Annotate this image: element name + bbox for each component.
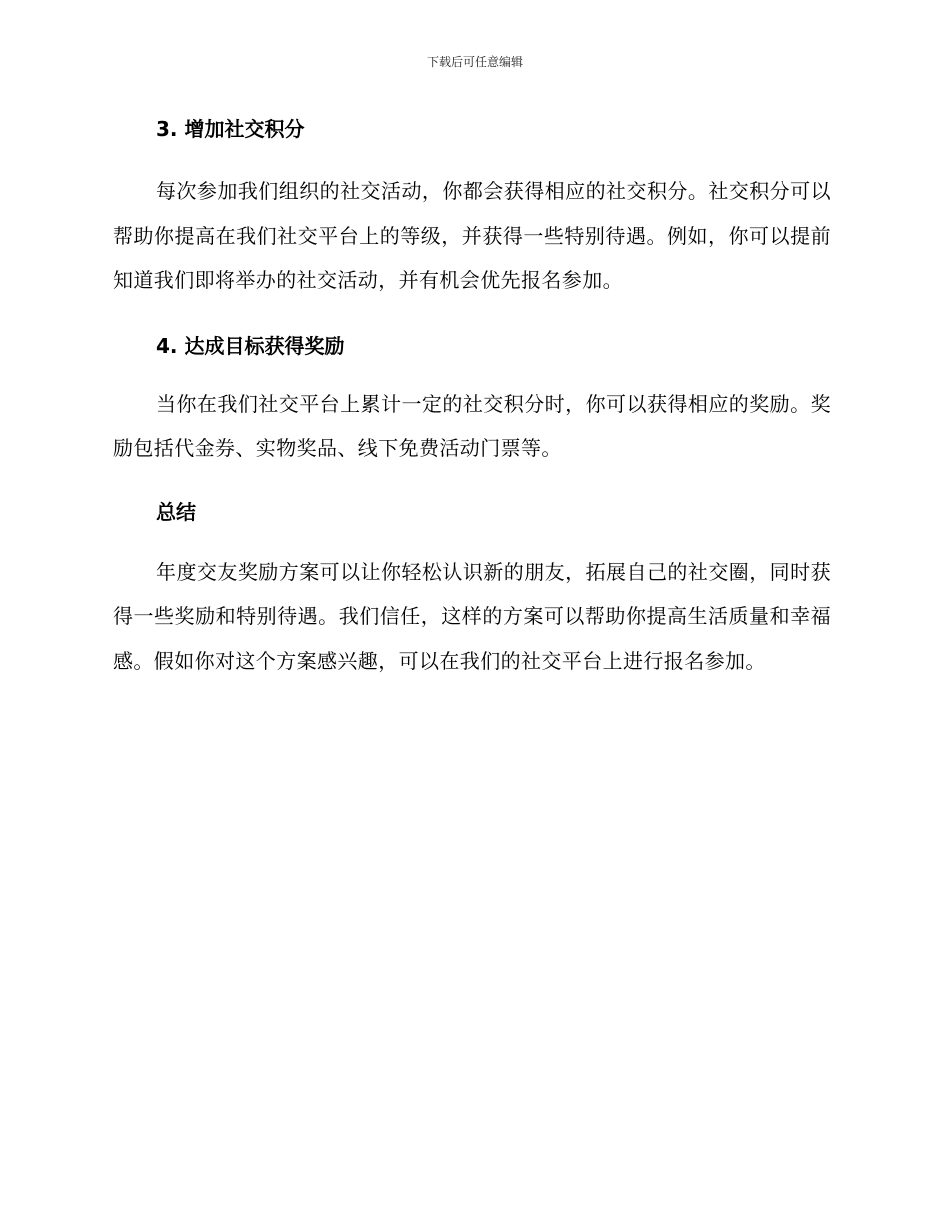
document-body	[113, 112, 831, 683]
summary-paragraph: 年度交友奖励方案可以让你轻松认识新的朋友，拓展自己的社交圈，同时获得一些奖励和特别待遇。我们信任，这样的方案可以帮助你提高生活质量和幸福感。假如你对这个方案感兴趣，可以在我们的社交平台上进行报名参加。	[113, 559, 831, 673]
section-3-heading: 3. 增加社交积分	[156, 117, 305, 141]
section-4-heading: 4. 达成目标获得奖励	[156, 333, 345, 358]
section-4-paragraph: 当你在我们社交平台上累计一定的社交积分时，你可以获得相应的奖励。奖励包括代金券、实物奖品、线下免费活动门票等。	[113, 391, 831, 460]
summary-heading: 总结	[156, 499, 196, 524]
section-3-paragraph: 每次参加我们组织的社交活动，你都会获得相应的社交积分。社交积分可以帮助你提高在我们社交平台上的等级，并获得一些特别待遇。例如，你可以提前知道我们即将举办的社交活动，并有机会优先报名参加。	[113, 179, 831, 292]
page-header: 下载后可任意编辑	[426, 55, 523, 69]
